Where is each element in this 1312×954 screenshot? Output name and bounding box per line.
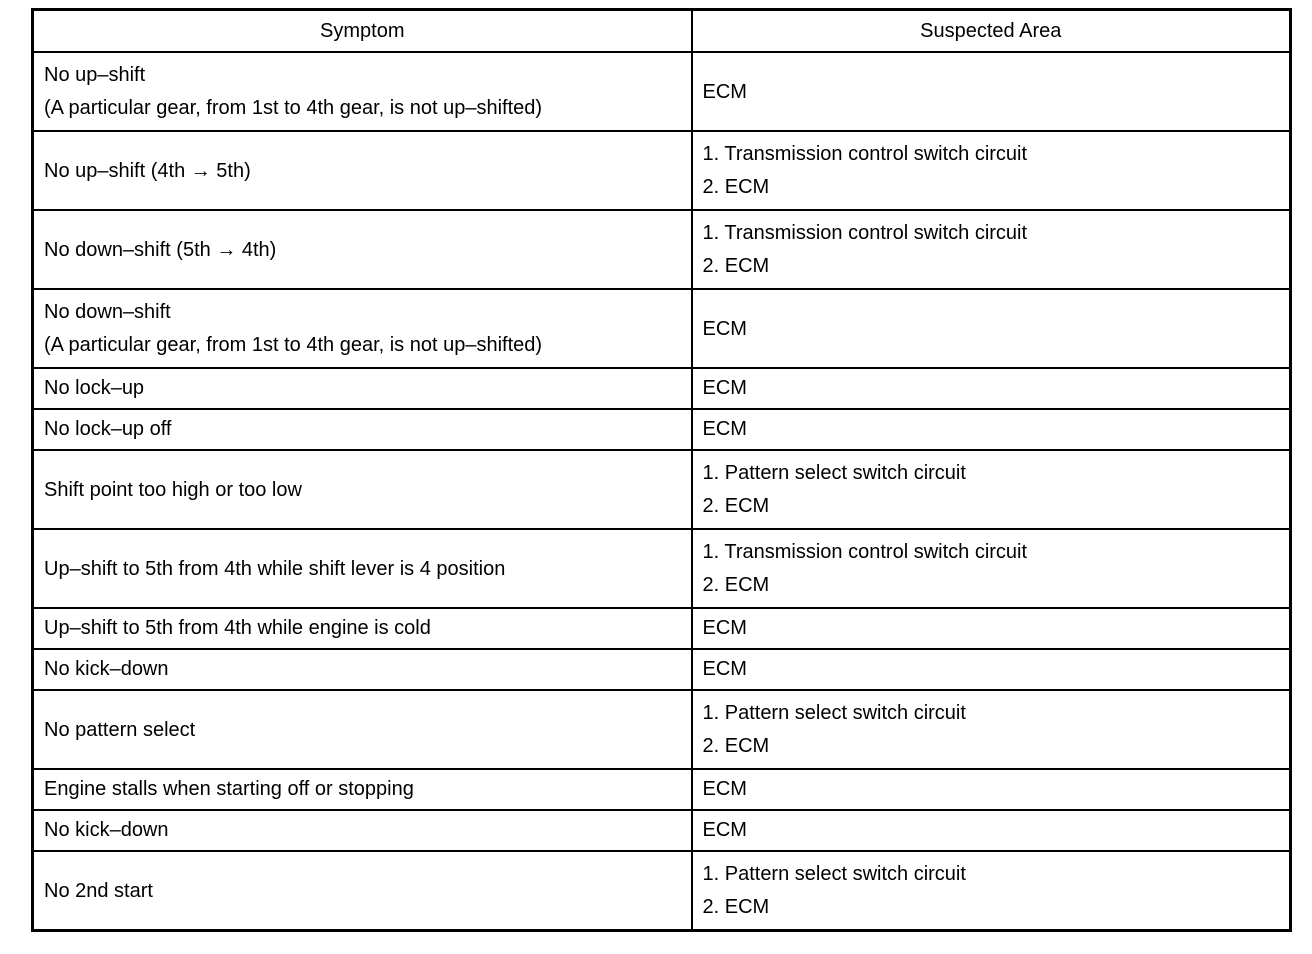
symptom-cell-line: No up–shift <box>44 64 146 86</box>
suspected-area-cell-line: 1. Pattern select switch circuit <box>702 863 966 885</box>
table-row <box>33 131 1291 210</box>
symptom-cell-line: No 2nd start <box>44 879 153 902</box>
table-row <box>33 450 1291 529</box>
suspected-area-cell-line: ECM <box>702 377 747 399</box>
suspected-area-cell-line: ECM <box>702 819 747 841</box>
suspected-area-cell <box>692 810 1291 851</box>
suspected-area-cell-line: 1. Transmission control switch circuit <box>702 541 1028 563</box>
diagnosis-table <box>31 8 1292 932</box>
suspected-area-cell <box>692 131 1291 210</box>
symptom-cell <box>33 810 692 851</box>
suspected-area-cell-line: ECM <box>702 80 747 103</box>
suspected-area-cell <box>692 608 1291 649</box>
suspected-area-cell-line: ECM <box>702 317 747 340</box>
suspected-area-cell <box>692 769 1291 810</box>
symptom-cell-line: No up–shift (4th → 5th) <box>44 159 251 182</box>
symptom-cell-line: (A particular gear, from 1st to 4th gear, is not up–shifted) <box>44 97 543 119</box>
suspected-area-cell-line: 1. Transmission control switch circuit <box>702 222 1028 244</box>
table-row <box>33 608 1291 649</box>
symptom-cell <box>33 608 692 649</box>
header-symptom: Symptom <box>33 10 692 53</box>
symptom-cell <box>33 851 692 931</box>
suspected-area-cell <box>692 529 1291 608</box>
suspected-area-cell-line: 2. ECM <box>702 255 770 277</box>
suspected-area-cell <box>692 851 1291 931</box>
header-suspected-area: Suspected Area <box>692 10 1291 53</box>
suspected-area-cell-line: 2. ECM <box>702 896 770 918</box>
symptom-cell <box>33 52 692 131</box>
table-row <box>33 52 1291 131</box>
symptom-cell <box>33 690 692 769</box>
symptom-cell <box>33 769 692 810</box>
suspected-area-cell-line: ECM <box>702 778 747 800</box>
symptom-cell-line: Shift point too high or too low <box>44 478 302 501</box>
table-row <box>33 289 1291 368</box>
suspected-area-cell <box>692 210 1291 289</box>
table-row <box>33 769 1291 810</box>
suspected-area-cell <box>692 368 1291 409</box>
symptom-cell <box>33 649 692 690</box>
suspected-area-cell <box>692 450 1291 529</box>
suspected-area-cell-line: 2. ECM <box>702 574 770 596</box>
symptom-cell <box>33 210 692 289</box>
symptom-cell-line: No pattern select <box>44 718 196 741</box>
table-row <box>33 368 1291 409</box>
suspected-area-cell <box>692 690 1291 769</box>
suspected-area-cell <box>692 649 1291 690</box>
symptom-cell-line: No down–shift <box>44 301 171 323</box>
suspected-area-cell <box>692 289 1291 368</box>
symptom-cell <box>33 368 692 409</box>
symptom-cell <box>33 409 692 450</box>
suspected-area-cell-line: 2. ECM <box>702 495 770 517</box>
table-row <box>33 810 1291 851</box>
symptom-cell-line: No lock–up <box>44 377 145 399</box>
symptom-cell-line: (A particular gear, from 1st to 4th gear, is not up–shifted) <box>44 334 543 356</box>
table-row <box>33 210 1291 289</box>
suspected-area-cell <box>692 409 1291 450</box>
symptom-cell-line: No kick–down <box>44 819 169 841</box>
header-row <box>33 10 1291 53</box>
symptom-cell <box>33 450 692 529</box>
table-header <box>33 10 1291 53</box>
symptom-cell <box>33 289 692 368</box>
suspected-area-cell-line: ECM <box>702 658 747 680</box>
suspected-area-cell <box>692 52 1291 131</box>
table-row <box>33 529 1291 608</box>
suspected-area-cell-line: 1. Transmission control switch circuit <box>702 143 1028 165</box>
symptom-cell-line: Engine stalls when starting off or stopping <box>44 778 414 800</box>
symptom-cell <box>33 529 692 608</box>
suspected-area-cell-line: 2. ECM <box>702 735 770 757</box>
symptom-cell-line: No kick–down <box>44 658 169 680</box>
suspected-area-cell-line: ECM <box>702 418 747 440</box>
table-row <box>33 851 1291 931</box>
table-row <box>33 409 1291 450</box>
table-row <box>33 690 1291 769</box>
symptom-cell <box>33 131 692 210</box>
table-row <box>33 649 1291 690</box>
suspected-area-cell-line: ECM <box>702 617 747 639</box>
table-body <box>33 52 1291 931</box>
suspected-area-cell-line: 2. ECM <box>702 176 770 198</box>
suspected-area-cell-line: 1. Pattern select switch circuit <box>702 702 966 724</box>
symptom-cell-line: No lock–up off <box>44 418 172 440</box>
suspected-area-cell-line: 1. Pattern select switch circuit <box>702 462 966 484</box>
symptom-cell-line: No down–shift (5th → 4th) <box>44 238 277 261</box>
symptom-cell-line: Up–shift to 5th from 4th while engine is cold <box>44 617 431 639</box>
symptom-cell-line: Up–shift to 5th from 4th while shift lever is 4 position <box>44 557 506 580</box>
